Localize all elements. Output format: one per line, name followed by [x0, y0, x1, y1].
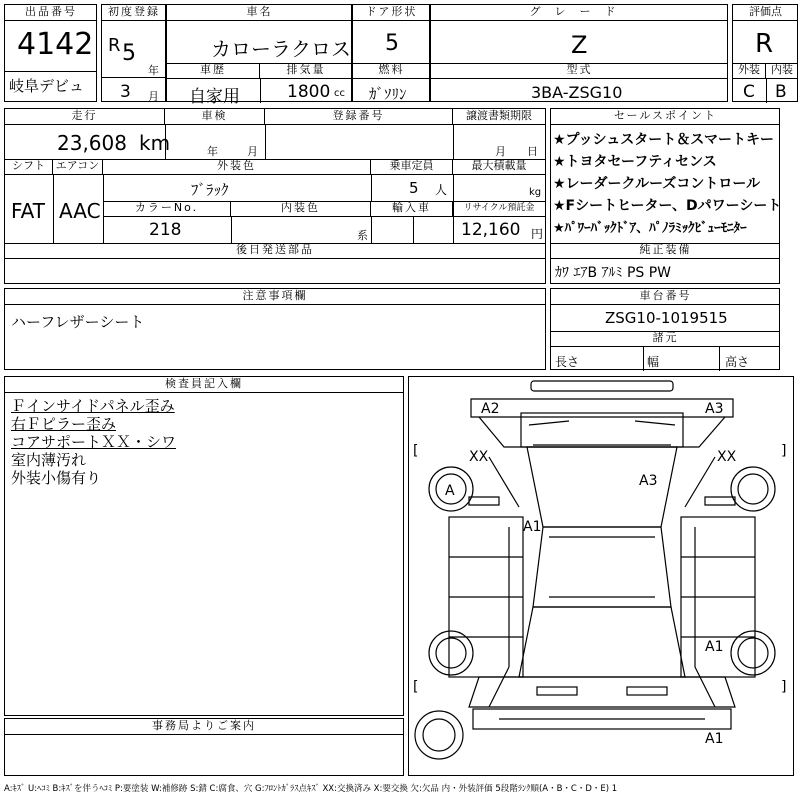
- ext-score: C: [743, 82, 755, 102]
- car-name-box: [166, 4, 352, 107]
- ac-label: エアコン: [53, 159, 103, 175]
- history: 自家用: [189, 87, 240, 107]
- int-label: 内装: [766, 63, 798, 79]
- sales-point: ★プッシュスタート＆スマートキー: [553, 132, 775, 148]
- shaken-month-unit: 月: [247, 145, 258, 158]
- transfer-label: 譲渡書類期限: [453, 109, 545, 125]
- notes-box: [4, 288, 546, 370]
- doors: 5: [385, 31, 399, 56]
- recycle-amount: 12,160: [461, 220, 521, 240]
- sales-point: ★Fシートヒーター、Dパワーシート: [553, 198, 782, 214]
- score-box: [732, 4, 798, 102]
- color-no-label: カラーNo.: [103, 201, 231, 217]
- mileage-label: 走行: [5, 109, 165, 125]
- reg-month: 3: [120, 82, 131, 102]
- capacity-label: 乗車定員: [371, 159, 453, 175]
- damage-mark-a1-rear: A1: [705, 639, 724, 655]
- reg-no-label: 登録番号: [265, 109, 453, 125]
- displacement-label: 排気量: [260, 63, 352, 79]
- chassis-number: ZSG10-1019515: [605, 309, 728, 327]
- exterior-color: ﾌﾞﾗｯｸ: [191, 181, 229, 199]
- load-label: 最大積載量: [453, 159, 545, 175]
- shift-label: シフト: [5, 159, 53, 175]
- damage-mark-a2: A2: [481, 401, 500, 417]
- office-box: [4, 718, 404, 776]
- int-score: B: [775, 82, 787, 102]
- length-label: 長さ: [555, 355, 580, 369]
- fuel: ｶﾞｿﾘﾝ: [369, 85, 407, 103]
- yen-unit: 円: [531, 227, 544, 241]
- damage-mark-a1-bumper: A1: [705, 731, 724, 747]
- grade-box: [430, 4, 728, 102]
- ac: AAC: [59, 199, 101, 223]
- capacity: 5: [409, 179, 419, 197]
- sales-point: ★ﾊﾟﾜｰﾊﾞｯｸﾄﾞｱ、ﾊﾟﾉﾗﾐｯｸﾋﾞｭｰﾓﾆﾀｰ: [553, 221, 747, 236]
- era: R: [108, 35, 121, 56]
- grade-label: グレード: [431, 5, 728, 21]
- load-unit: kg: [529, 187, 542, 198]
- damage-mark-a3: A3: [705, 401, 724, 417]
- shaken-year-unit: 年: [207, 145, 218, 158]
- bracket-left-lower: [: [413, 679, 419, 695]
- color-no: 218: [149, 220, 182, 240]
- lot-label: 出品番号: [5, 5, 97, 21]
- reg-year: 5: [122, 41, 136, 66]
- damage-mark-a: A: [445, 483, 455, 499]
- first-reg-box: [101, 4, 166, 102]
- import-label: 輸入車: [371, 201, 453, 217]
- displacement: 1800: [287, 82, 331, 102]
- mileage: 23,608: [57, 131, 127, 155]
- transfer-day-unit: 日: [527, 145, 538, 158]
- width-label: 幅: [647, 355, 660, 369]
- later-parts-label: 後日発送部品: [5, 243, 545, 259]
- door-box: [352, 4, 430, 102]
- vehicle-details: [4, 108, 546, 284]
- inspector-line: 右Ｆピラー歪み: [11, 415, 117, 433]
- lot-box: [4, 4, 97, 102]
- legend: A:ｷｽﾞ U:ﾍｺﾐ B:ｷｽﾞを伴うﾍｺﾐ P:要塗装 W:補修跡 S:錆 C:腐食、穴 G:ﾌﾛﾝﾄｶﾞﾗｽ点ｷｽﾞ XX:交換済み X:要交換 欠:欠品 内・外装評価 5段階ﾗﾝｸ順(A・B・C・D・E) 1: [4, 784, 618, 794]
- bracket-left: [: [413, 443, 419, 459]
- score: R: [755, 29, 774, 59]
- recycle-label: リサイクル預託金: [453, 201, 545, 217]
- damage-mark-xx-right: XX: [717, 449, 737, 465]
- score-label: 評価点: [733, 5, 798, 21]
- ext-label: 外装: [733, 63, 766, 79]
- equip-label: 純正装備: [551, 243, 780, 259]
- model: 3BA-ZSG10: [531, 83, 623, 102]
- sales-point: ★レーダークルーズコントロール: [553, 176, 761, 192]
- car-diagram: [408, 376, 794, 776]
- km-unit: km: [139, 131, 171, 155]
- transfer-month-unit: 月: [495, 145, 506, 158]
- dims-label: 諸元: [551, 331, 780, 347]
- bracket-right-lower: ]: [781, 679, 787, 695]
- sales-point: ★トヨタセーフティセンス: [553, 154, 717, 170]
- height-label: 高さ: [725, 355, 750, 369]
- month-unit: 月: [148, 90, 159, 103]
- sales-points: [550, 108, 780, 284]
- top-section: [4, 4, 793, 107]
- cc-unit: cc: [334, 88, 345, 99]
- damage-mark-a3-hood: A3: [639, 473, 658, 489]
- car-name: カローラクロス: [211, 37, 351, 61]
- shaken-label: 車検: [165, 109, 265, 125]
- inspector-box: [4, 376, 404, 716]
- inspector-line: Ｆインサイドパネル歪み: [11, 397, 175, 415]
- capacity-unit: 人: [435, 183, 448, 197]
- interior-color-label: 内装色: [231, 201, 371, 217]
- model-label: 型式: [431, 63, 728, 79]
- lot-number: 4142: [17, 27, 94, 62]
- inspector-line: 室内薄汚れ: [11, 451, 87, 469]
- sales-label: セールスポイント: [551, 109, 780, 125]
- inspector-line: 外装小傷有り: [11, 469, 102, 487]
- shift: FAT: [11, 199, 46, 223]
- chassis-box: [550, 288, 780, 370]
- notes-text: ハーフレザーシート: [11, 313, 145, 331]
- interior-unit: 系: [357, 229, 368, 242]
- inspector-line: コアサポートＸＸ・シワ: [11, 433, 177, 451]
- fuel-label: 燃料: [353, 63, 430, 79]
- chassis-label: 車台番号: [551, 289, 780, 305]
- grade: Z: [571, 31, 588, 59]
- color-label: 外装色: [103, 159, 371, 175]
- damage-mark-a1-pillar: A1: [523, 519, 542, 535]
- notes-label: 注意事項欄: [5, 289, 545, 305]
- door-label: ドア形状: [353, 5, 430, 21]
- car-name-label: 車名: [167, 5, 352, 21]
- history-label: 車歴: [167, 63, 260, 79]
- first-reg-label: 初度登録: [102, 5, 166, 21]
- car-outline: [409, 377, 795, 777]
- damage-mark-xx-left: XX: [469, 449, 489, 465]
- inspector-label: 検査員記入欄: [5, 377, 403, 393]
- venue-name: 岐阜デビュ: [9, 77, 85, 95]
- equipment: ｶﾜ ｴｱB ｱﾙﾐ PS PW: [555, 265, 672, 281]
- office-label: 事務局よりご案内: [5, 719, 403, 735]
- bracket-right: ]: [781, 443, 787, 459]
- year-unit: 年: [148, 64, 159, 77]
